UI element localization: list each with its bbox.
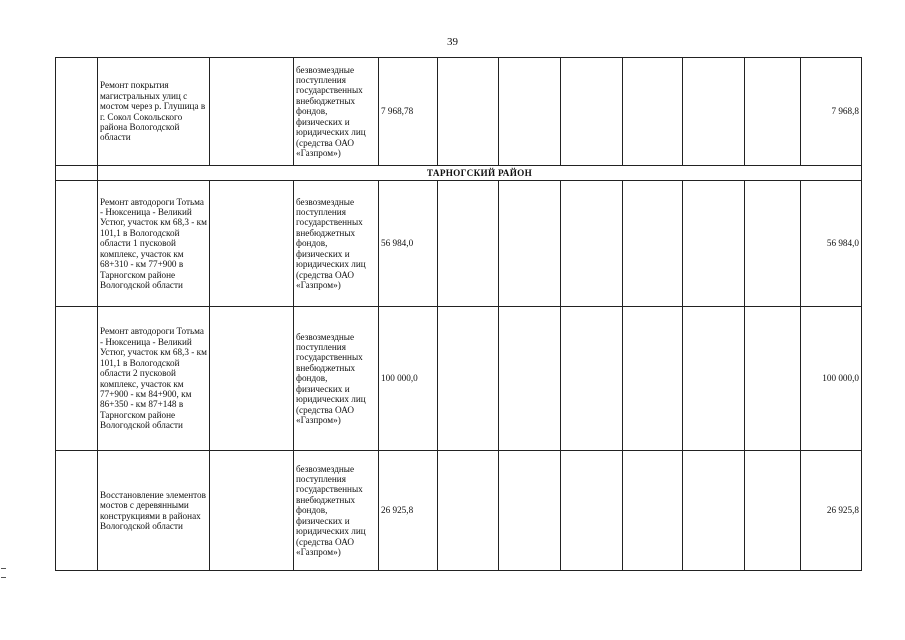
amount-cell: 26 925,8	[379, 451, 438, 571]
empty-cell	[210, 58, 294, 166]
index-cell	[56, 166, 98, 181]
empty-cell	[561, 58, 623, 166]
budget-table	[55, 57, 862, 571]
empty-cell	[499, 58, 561, 166]
total-cell: 56 984,0	[801, 181, 862, 307]
empty-cell	[561, 181, 623, 307]
region-header-row	[56, 166, 862, 181]
funding-source-cell: безвозмездные поступления государственных внебюджетных фондов, физических и юридических лиц (средства ОАО «Газпром»)	[294, 58, 379, 166]
empty-cell	[683, 181, 745, 307]
empty-cell	[683, 451, 745, 571]
amount-cell: 56 984,0	[379, 181, 438, 307]
empty-cell	[745, 307, 801, 451]
project-name-cell: Ремонт покрытия магистральных улиц с мостом через р. Глушица в г. Сокол Сокольского района Вологодской области	[98, 58, 210, 166]
empty-cell	[683, 307, 745, 451]
empty-cell	[623, 181, 683, 307]
empty-cell	[210, 307, 294, 451]
funding-source-cell: безвозмездные поступления государственных внебюджетных фондов, физических и юридических лиц (средства ОАО «Газпром»)	[294, 451, 379, 571]
region-title: ТАРНОГСКИЙ РАЙОН	[98, 166, 862, 181]
amount-cell: 7 968,78	[379, 58, 438, 166]
empty-cell	[623, 451, 683, 571]
empty-cell	[623, 58, 683, 166]
table-row	[56, 307, 862, 451]
project-name-cell: Ремонт автодороги Тотьма - Нюксеница - Великий Устюг, участок км 68,3 - км 101,1 в Вологодской области 1 пусковой комплекс, участок км 68+310 - км 77+900 в Тарногском районе Вологодской области	[98, 181, 210, 307]
empty-cell	[499, 307, 561, 451]
total-cell: 26 925,8	[801, 451, 862, 571]
margin-mark	[1, 568, 6, 578]
empty-cell	[438, 58, 499, 166]
index-cell	[56, 58, 98, 166]
project-name-cell: Восстановление элементов мостов с деревянными конструкциями в районах Вологодской области	[98, 451, 210, 571]
empty-cell	[499, 181, 561, 307]
empty-cell	[745, 451, 801, 571]
empty-cell	[210, 181, 294, 307]
empty-cell	[438, 307, 499, 451]
table-row	[56, 58, 862, 166]
empty-cell	[561, 307, 623, 451]
empty-cell	[561, 451, 623, 571]
empty-cell	[623, 307, 683, 451]
amount-cell: 100 000,0	[379, 307, 438, 451]
index-cell	[56, 451, 98, 571]
total-cell: 7 968,8	[801, 58, 862, 166]
funding-source-cell: безвозмездные поступления государственных внебюджетных фондов, физических и юридических лиц (средства ОАО «Газпром»)	[294, 307, 379, 451]
total-cell: 100 000,0	[801, 307, 862, 451]
index-cell	[56, 307, 98, 451]
table-row	[56, 181, 862, 307]
page-number: 39	[447, 36, 458, 48]
empty-cell	[683, 58, 745, 166]
empty-cell	[438, 181, 499, 307]
index-cell	[56, 181, 98, 307]
funding-source-cell: безвозмездные поступления государственных внебюджетных фондов, физических и юридических лиц (средства ОАО «Газпром»)	[294, 181, 379, 307]
empty-cell	[745, 58, 801, 166]
empty-cell	[499, 451, 561, 571]
project-name-cell: Ремонт автодороги Тотьма - Нюксеница - Великий Устюг, участок км 68,3 - км 101,1 в Вологодской области 2 пусковой комплекс, участок км 77+900 - км 84+900, км 86+350 - км 87+148 в Тарногском районе Вологодской области	[98, 307, 210, 451]
empty-cell	[745, 181, 801, 307]
empty-cell	[210, 451, 294, 571]
table-row	[56, 451, 862, 571]
empty-cell	[438, 451, 499, 571]
